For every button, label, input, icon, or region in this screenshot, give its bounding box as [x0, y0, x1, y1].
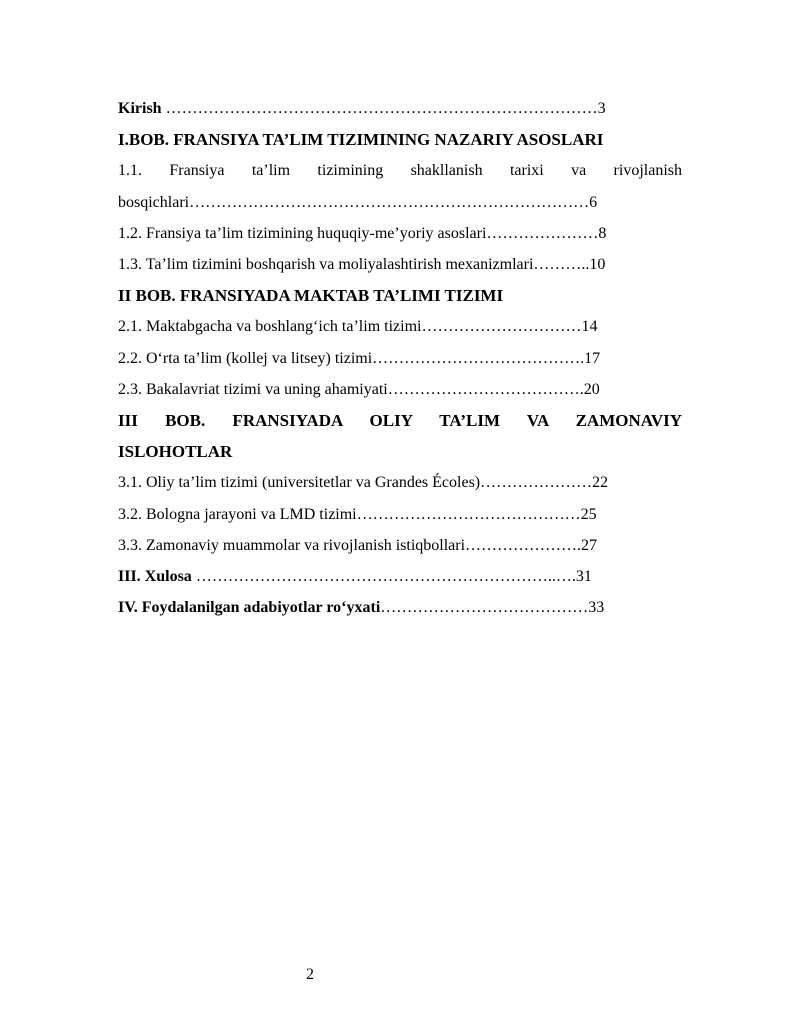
- toc-entry-xulosa: [118, 561, 682, 592]
- toc-entry-references: [118, 592, 682, 623]
- chapter-2-heading: II BOB. FRANSIYADA MAKTAB TA’LIMI TIZIMI: [118, 286, 504, 306]
- toc-entry-leader: …………………………………………………………..….31: [191, 568, 592, 586]
- toc-entry-kirish: [118, 93, 682, 124]
- toc-entry-label: Kirish: [118, 100, 162, 117]
- toc-entry-label: IV. Foydalanilgan adabiyotlar ro‘yxati: [118, 599, 381, 617]
- toc-entry-2-2: 2.2. O‘rta ta’lim (kollej va litsey) tizimi………………………………….17: [118, 349, 601, 367]
- toc-entry-3-2: 3.2. Bologna jarayoni va LMD tizimi……………………………………25: [118, 505, 597, 523]
- toc-entry-1-1-line-1: 1.1. Fransiya ta’lim tizimining shakllanish tarixi va rivojlanish: [118, 162, 682, 180]
- toc-entry-leader: ………………………………………………………………………3: [161, 100, 606, 117]
- toc-entry-3-1: 3.1. Oliy ta’lim tizimi (universitetlar va Grandes Écoles)…………………22: [118, 474, 609, 492]
- chapter-3-heading-line-2: ISLOHOTLAR: [118, 442, 233, 462]
- toc-entry-1-1-line-2: bosqichlari…………………………………………………………………6: [118, 193, 598, 211]
- toc-entry-label: III. Xulosa: [118, 568, 192, 586]
- table-of-contents: [118, 93, 682, 623]
- toc-entry-leader: …………………………………33: [380, 599, 605, 617]
- chapter-1-heading: I.BOB. FRANSIYA TA’LIM TIZIMINING NAZARIY ASOSLARI: [118, 130, 604, 150]
- toc-entry-1-3: 1.3. Ta’lim tizimini boshqarish va moliyalashtirish mexanizmlari………..10: [118, 256, 606, 274]
- page-number: 2: [306, 966, 314, 983]
- toc-entry-2-1: 2.1. Maktabgacha va boshlang‘ich ta’lim tizimi…………………………14: [118, 318, 598, 336]
- toc-entry-2-3: 2.3. Bakalavriat tizimi va uning ahamiyati……………………………….20: [118, 380, 600, 398]
- toc-entry-3-3: 3.3. Zamonaviy muammolar va rivojlanish istiqbollari………………….27: [118, 536, 598, 554]
- chapter-3-heading-line-1: III BOB. FRANSIYADA OLIY TA’LIM VA ZAMONAVIY: [118, 411, 682, 431]
- toc-entry-1-2: 1.2. Fransiya ta’lim tizimining huquqiy-me’yoriy asoslari…………………8: [118, 224, 607, 242]
